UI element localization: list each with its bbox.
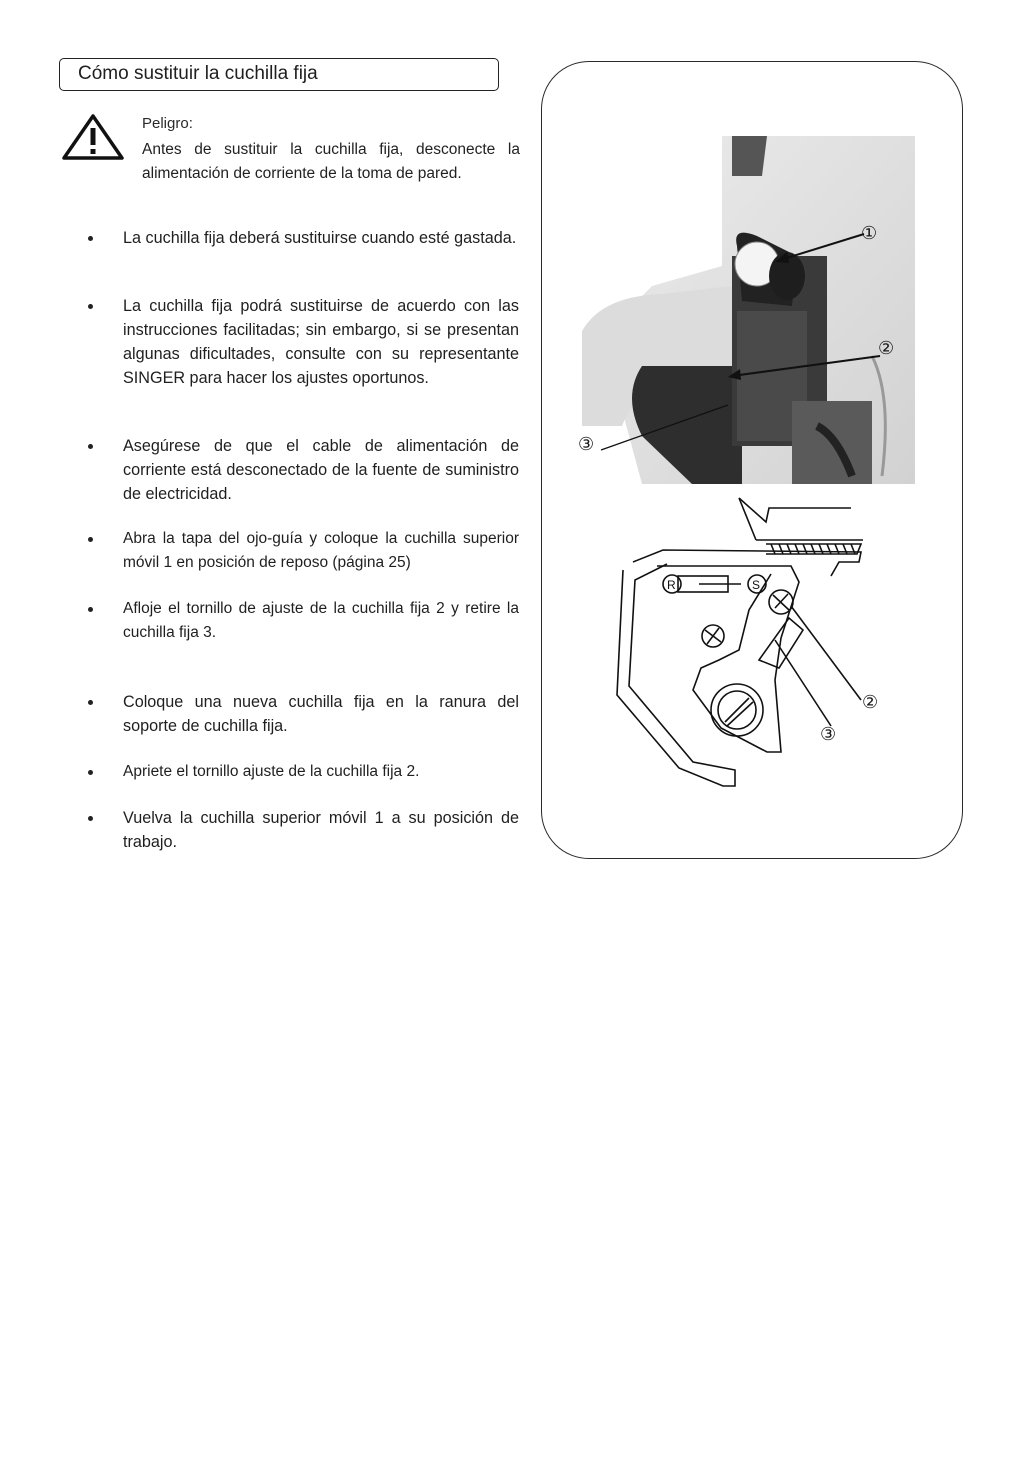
s-marker: S	[752, 578, 761, 592]
blade-diagram	[541, 490, 963, 810]
photo-callout-3: ③	[578, 434, 595, 454]
list-item	[123, 434, 519, 506]
r-marker: R	[667, 578, 676, 592]
bullet-icon	[88, 236, 93, 241]
section-title-box	[59, 58, 499, 91]
diagram-callout-3: ③	[820, 724, 837, 744]
list-item	[123, 760, 519, 784]
bullet-icon	[88, 304, 93, 309]
step-text: Asegúrese de que el cable de alimentación de corriente está desconectado de la fuente de suministro de electricidad.	[123, 437, 519, 503]
step-text: Afloje el tornillo de ajuste de la cuchilla fija 2 y retire la cuchilla fija 3.	[123, 600, 519, 641]
step-text: La cuchilla fija deberá sustituirse cuando esté gastada.	[123, 229, 517, 247]
photo-callout-2: ②	[878, 338, 895, 358]
step-text: Apriete el tornillo ajuste de la cuchilla fija 2.	[123, 763, 420, 780]
diagram-callout-2: ②	[862, 692, 879, 712]
leader-line	[596, 400, 736, 460]
step-text: Abra la tapa del ojo-guía y coloque la cuchilla superior móvil 1 en posición de reposo (página 25)	[123, 530, 519, 571]
list-item	[123, 527, 519, 575]
bullet-icon	[88, 816, 93, 821]
warning-triangle-icon	[62, 114, 124, 160]
bullet-icon	[88, 607, 93, 612]
list-item	[123, 226, 519, 250]
list-item	[123, 806, 519, 854]
bullet-icon	[88, 700, 93, 705]
section-title: Cómo sustituir la cuchilla fija	[78, 63, 318, 84]
bullet-icon	[88, 537, 93, 542]
step-text: Coloque una nueva cuchilla fija en la ranura del soporte de cuchilla fija.	[123, 693, 519, 735]
bullet-icon	[88, 444, 93, 449]
step-text: Vuelva la cuchilla superior móvil 1 a su posición de trabajo.	[123, 809, 519, 851]
list-item	[123, 294, 519, 390]
warning-heading: Peligro:	[142, 115, 193, 132]
bullet-icon	[88, 770, 93, 775]
step-text: La cuchilla fija podrá sustituirse de acuerdo con las instrucciones facilitadas; sin embargo, si se presentan algunas dificultades, consulte con su representante SINGER para hacer los ajustes oportunos.	[123, 297, 519, 387]
photo-callout-1: ①	[861, 223, 878, 243]
warning-text: Antes de sustituir la cuchilla fija, desconecte la alimentación de corriente de la toma de pared.	[142, 141, 520, 182]
list-item	[123, 597, 519, 645]
list-item	[123, 690, 519, 738]
